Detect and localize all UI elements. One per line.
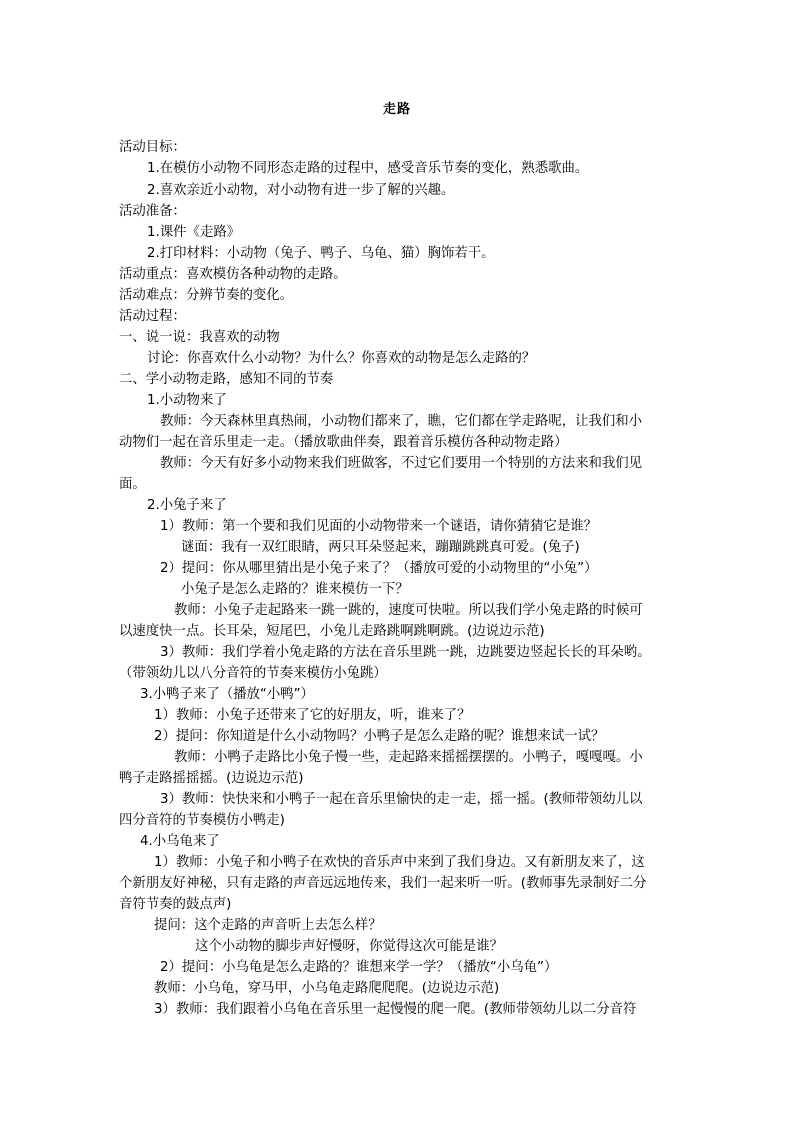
paragraph-line: 1）教师：小兔子和小鸭子在欢快的音乐声中来到了我们身边。又有新朋友来了，这 (154, 855, 645, 870)
section-heading-process: 活动过程： (119, 309, 186, 324)
paragraph-line: 教师：小兔子走起路来一跳一跳的，速度可快啦。所以我们学小兔走路的时候可 (174, 603, 643, 618)
subsection-heading: 2.小兔子来了 (147, 498, 227, 513)
part-1-heading: 一、说一说：我喜欢的动物 (119, 330, 280, 345)
paragraph-line: 个新朋友好神秘，只有走路的声音远远地传来，我们一起来听一听。(教师事先录制好二分 (119, 876, 647, 891)
paragraph-line: 1）教师：小兔子还带来了它的好朋友，听，谁来了？ (154, 708, 471, 723)
paragraph-line: 3）教师：我们跟着小乌龟在音乐里一起慢慢的爬一爬。(教师带领幼儿以二分音符 (154, 1002, 637, 1017)
paragraph-line: 教师：今天森林里真热闹，小动物们都来了，瞧，它们都在学走路呢，让我们和小 (160, 414, 643, 429)
paragraph-line: 3）教师：我们学着小兔走路的方法在音乐里跳一跳，边跳要边竖起长长的耳朵哟。 (160, 645, 651, 660)
paragraph-line: 以速度快一点。长耳朵，短尾巴，小兔儿走路跳啊跳啊跳。(边说边示范) (119, 624, 545, 639)
paragraph-line: 教师：小乌龟，穿马甲，小乌龟走路爬爬爬。(边说边示范) (154, 981, 500, 996)
paragraph-line: 3）教师：快快来和小鸭子一起在音乐里愉快的走一走，摇一摇。(教师带领幼儿以 (160, 792, 643, 807)
preparation-item-2: 2.打印材料：小动物（兔子、鸭子、乌龟、猫）胸饰若干。 (147, 246, 495, 261)
goal-item-2: 2.喜欢亲近小动物，对小动物有进一步了解的兴趣。 (147, 183, 455, 198)
key-point: 活动重点：喜欢模仿各种动物的走路。 (119, 267, 347, 282)
paragraph-line: 动物们一起在音乐里走一走。（播放歌曲伴奏，跟着音乐模仿各种动物走路） (119, 435, 568, 450)
paragraph-line: 讨论：你喜欢什么小动物？为什么？你喜欢的动物是怎么走路的？ (147, 351, 536, 366)
paragraph-line: 面。 (119, 477, 146, 492)
goal-item-1: 1.在模仿小动物不同形态走路的过程中，感受音乐节奏的变化，熟悉歌曲。 (147, 161, 589, 176)
paragraph-line: 音符节奏的鼓点声) (119, 897, 232, 912)
subsection-heading: 1.小动物来了 (147, 393, 227, 408)
section-heading-preparation: 活动准备： (119, 204, 186, 219)
paragraph-line: 鸭子走路摇摇摇。(边说边示范) (119, 771, 304, 786)
part-2-heading: 二、学小动物走路，感知不同的节奏 (119, 372, 334, 387)
section-heading-goals: 活动目标： (119, 140, 186, 155)
paragraph-line: 小兔子是怎么走路的？谁来模仿一下？ (181, 582, 409, 597)
preparation-item-1: 1.课件《走路》 (147, 225, 241, 240)
paragraph-line: 提问：这个走路的声音听上去怎么样？ (154, 918, 382, 933)
document-title: 走路 (382, 102, 411, 117)
paragraph-line: 1）教师：第一个要和我们见面的小动物带来一个谜语，请你猜猜它是谁？ (160, 519, 598, 534)
paragraph-line: 教师：今天有好多小动物来我们班做客，不过它们要用一个特别的方法来和我们见 (160, 456, 643, 471)
paragraph-line: 四分音符的节奏模仿小鸭走) (119, 813, 285, 828)
paragraph-line: 2）提问：你从哪里猜出是小兔子来了？（播放可爱的小动物里的“小兔”） (160, 561, 598, 576)
paragraph-line: 这个小动物的脚步声好慢呀，你觉得这次可能是谁？ (195, 939, 503, 954)
subsection-heading: 3.小鸭子来了（播放“小鸭”） (140, 687, 314, 702)
paragraph-line: 谜面：我有一双红眼睛，两只耳朵竖起来，蹦蹦跳跳真可爱。(兔子) (181, 540, 580, 555)
subsection-heading: 4.小乌龟来了 (140, 834, 220, 849)
paragraph-line: 2）提问：小乌龟是怎么走路的？谁想来学一学？（播放“小乌龟”） (160, 960, 558, 975)
paragraph-line: （带领幼儿以八分音符的节奏来模仿小兔跳） (119, 666, 387, 681)
paragraph-line: 教师：小鸭子走路比小兔子慢一些，走起路来摇摇摆摆的。小鸭子，嘎嘎嘎。小 (174, 750, 643, 765)
paragraph-line: 2）提问：你知道是什么小动物吗？小鸭子是怎么走路的呢？谁想来试一试？ (154, 729, 605, 744)
difficult-point: 活动难点：分辨节奏的变化。 (119, 288, 294, 303)
